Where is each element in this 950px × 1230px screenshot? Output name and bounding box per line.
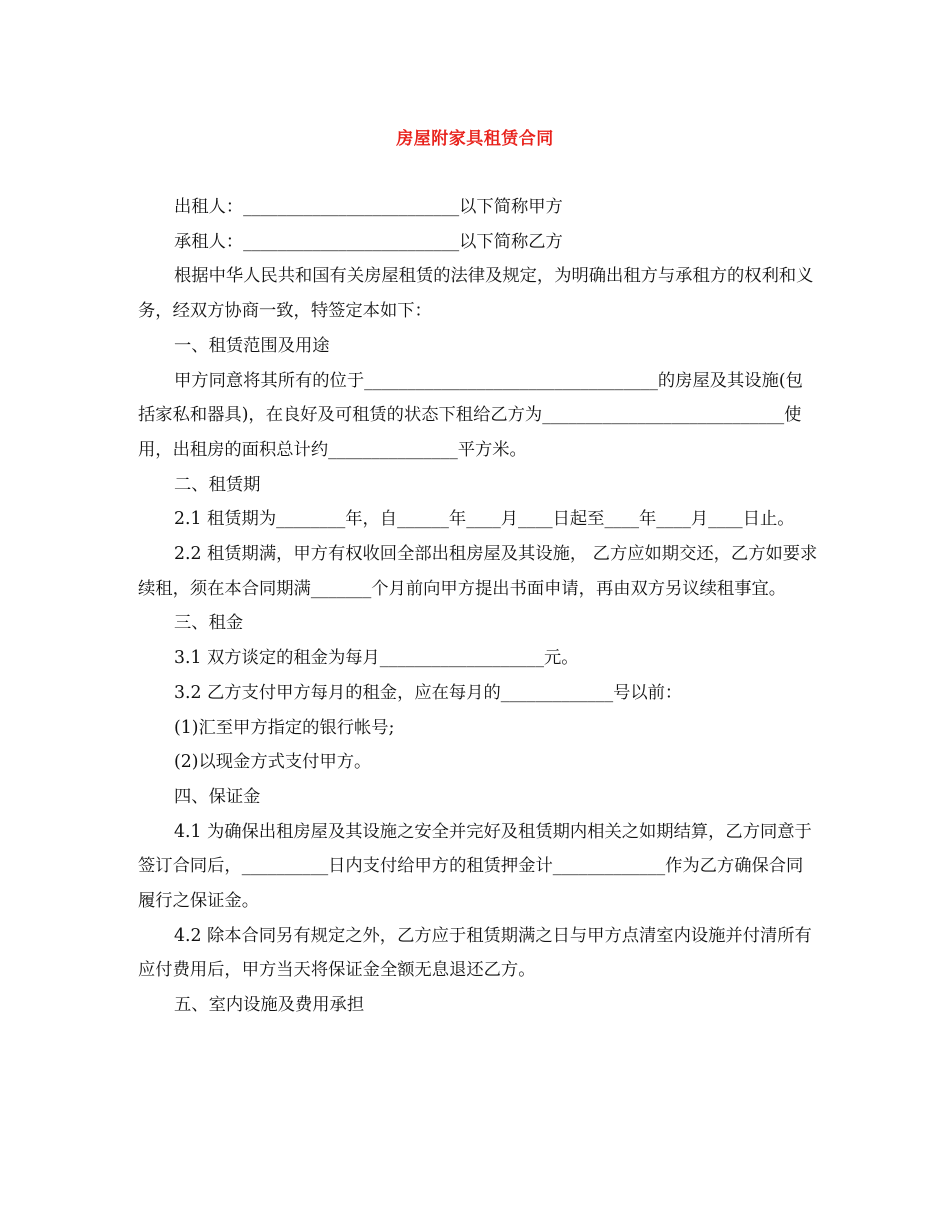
clause-2-2: 2.2 租赁期满，甲方有权收回全部出租房屋及其设施， 乙方应如期交还，乙方如要求续租，须在本合同期满_______个月前向甲方提出书面申请，再由双方另议续租事宜。 [138, 544, 818, 599]
section-heading-4: 四、保证金 [174, 786, 261, 807]
clause-2-1: 2.1 租赁期为________年，自______年____月____日起至____年____月____日止。 [174, 509, 795, 530]
section-heading-5: 五、室内设施及费用承担 [174, 995, 365, 1016]
payment-option-1: (1)汇至甲方指定的银行帐号; [174, 717, 395, 738]
lessee-line: 承租人：_________________________以下简称乙方 [174, 231, 563, 252]
section-heading-2: 二、租赁期 [174, 474, 261, 495]
clause-4-2: 4.2 除本合同另有规定之外，乙方应于租赁期满之日与甲方点清室内设施并付清所有应付费用后，甲方当天将保证金全额无息退还乙方。 [138, 925, 812, 981]
clause-3-1: 3.1 双方谈定的租金为每月___________________元。 [174, 648, 579, 669]
document-body [138, 190, 818, 1023]
scope-paragraph: 甲方同意将其所有的位于__________________________________的房屋及其设施(包括家私和器具)，在良好及可租赁的状态下租给乙方为____________________________使用，出租房的面积总计约_______________平方米。 [138, 370, 803, 460]
clause-4-1: 4.1 为确保出租房屋及其设施之安全并完好及租赁期内相关之如期结算，乙方同意于签订合同后，__________日内支付给甲方的租赁押金计_____________作为乙方确保合同履行之保证金。 [138, 821, 812, 912]
lessor-line: 出租人：_________________________以下简称甲方 [174, 197, 563, 217]
payment-option-2: (2)以现金方式支付甲方。 [174, 752, 372, 773]
section-heading-1: 一、租赁范围及用途 [174, 335, 330, 356]
document-title: 房屋附家具租赁合同 [396, 129, 554, 149]
clause-3-2: 3.2 乙方支付甲方每月的租金，应在每月的_____________号以前： [174, 682, 683, 703]
preamble-paragraph: 根据中华人民共和国有关房屋租赁的法律及规定，为明确出租方与承租方的权利和义务，经双方协商一致，特签定本如下： [138, 266, 814, 322]
section-heading-3: 三、租金 [174, 613, 244, 634]
